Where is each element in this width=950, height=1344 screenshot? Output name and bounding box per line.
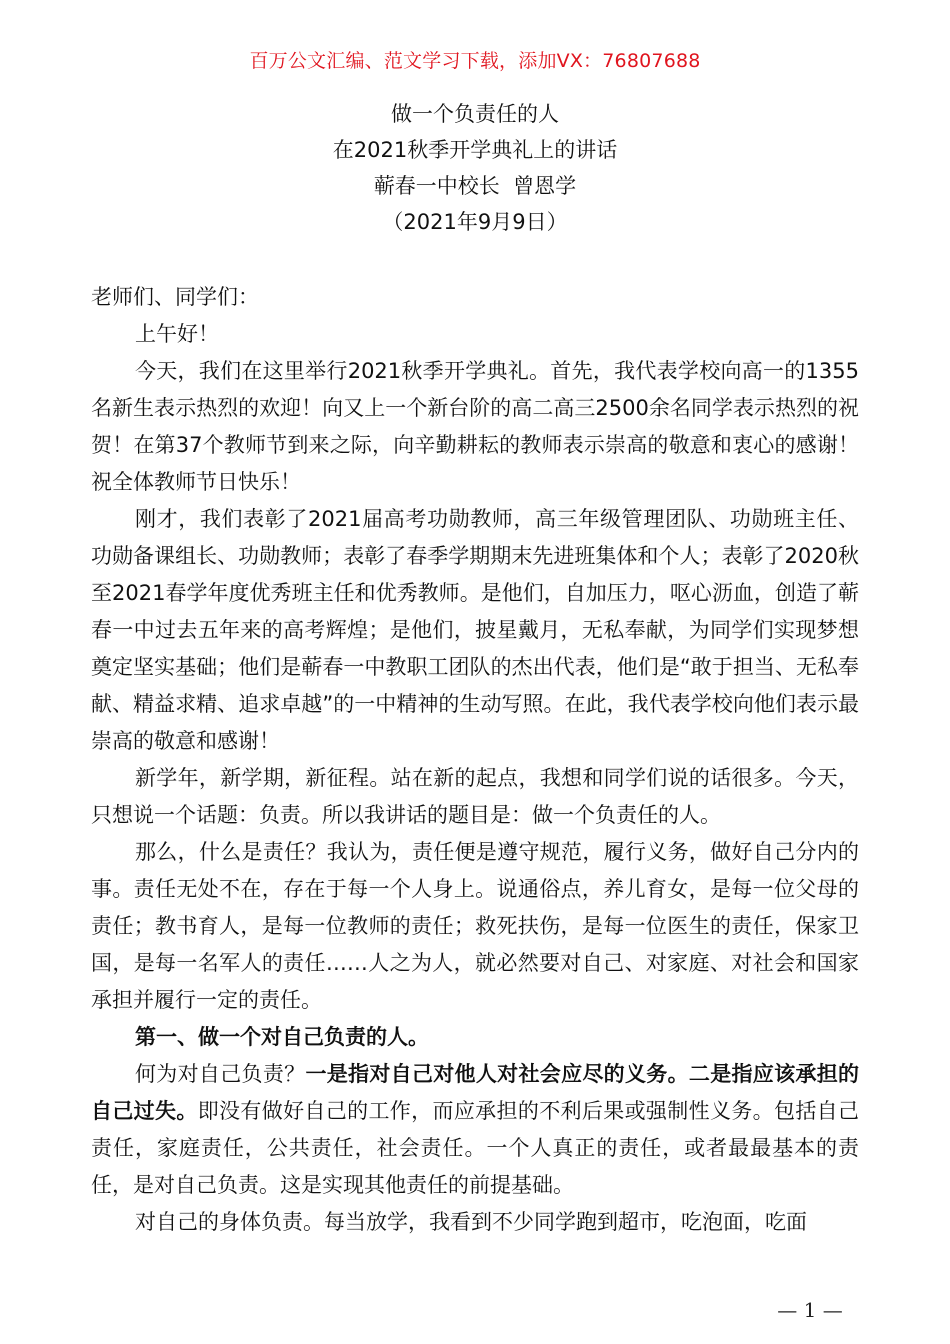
document-subtitle: 在2021秋季开学典礼上的讲话 (332, 138, 618, 162)
salutation: 老师们、同学们： (91, 285, 259, 309)
paragraph-topic: 新学年，新学期，新征程。站在新的起点，我想和同学们说的话很多。今天，只想说一个话题：负责。所以我讲话的题目是：做一个负责任的人。 (91, 766, 859, 827)
section-heading-text: 第一、做一个对自己负责的人。 (135, 1025, 429, 1049)
paragraph-body-health: 对自己的身体负责。每当放学，我看到不少同学跑到超市，吃泡面，吃面 (135, 1210, 807, 1234)
paragraph-welcome: 今天，我们在这里举行2021秋季开学典礼。首先，我代表学校向高一的1355名新生表示热烈的欢迎！向又上一个新台阶的高二高三2500余名同学表示热烈的祝贺！在第37个教师节到来之际，向辛勤耕耘的教师表示崇高的敬意和衷心的感谢！祝全体教师节日快乐！ (91, 359, 859, 494)
document-date: （2021年9月9日） (382, 210, 568, 234)
greeting: 上午好！ (135, 322, 219, 346)
page-number: — 1 — (777, 1298, 843, 1322)
paragraph-commendation: 刚才，我们表彰了2021届高考功勋教师，高三年级管理团队、功勋班主任、功勋备课组长、功勋教师；表彰了春季学期期末先进班集体和个人；表彰了2020秋至2021春学年度优秀班主任和优秀教师。是他们，自加压力，呕心沥血，创造了蕲春一中过去五年来的高考辉煌；是他们，披星戴月，无私奉献，为同学们实现梦想奠定坚实基础；他们是蕲春一中教职工团队的杰出代表，他们是“敢于担当、无私奉献、精益求精、追求卓越”的一中精神的生动写照。在此，我代表学校向他们表示最崇高的敬意和感谢！ (91, 507, 859, 753)
watermark-banner: 百万公文汇编、范文学习下载，添加VX：76807688 (249, 50, 701, 72)
rest-text: 即没有做好自己的工作，而应承担的不利后果或强制性义务。包括自己责任，家庭责任，公共责任，社会责任。一个人真正的责任，或者最最基本的责任，是对自己负责。这是实现其他责任的前提基础。 (91, 1099, 860, 1197)
document-author: 蕲春一中校长 曾恩学 (373, 174, 577, 198)
lead-text: 何为对自己负责？ (135, 1062, 306, 1086)
document-title: 做一个负责任的人 (391, 102, 559, 126)
document-body (91, 279, 859, 1241)
paragraph-self-responsibility (91, 1056, 859, 1204)
section-heading-1 (91, 1019, 859, 1056)
bold-emphasis: 一是指对自己对他人对社会应尽的义务。二是指应该承担的自己过失。 (91, 1062, 860, 1123)
document-header (0, 96, 950, 240)
paragraph-definition: 那么，什么是责任？我认为，责任便是遵守规范，履行义务，做好自己分内的事。责任无处不在，存在于每一个人身上。说通俗点，养儿育女，是每一位父母的责任；教书育人，是每一位教师的责任；救死扶伤，是每一位医生的责任，保家卫国，是每一名军人的责任……人之为人，就必然要对自己、对家庭、对社会和国家承担并履行一定的责任。 (91, 840, 859, 1012)
